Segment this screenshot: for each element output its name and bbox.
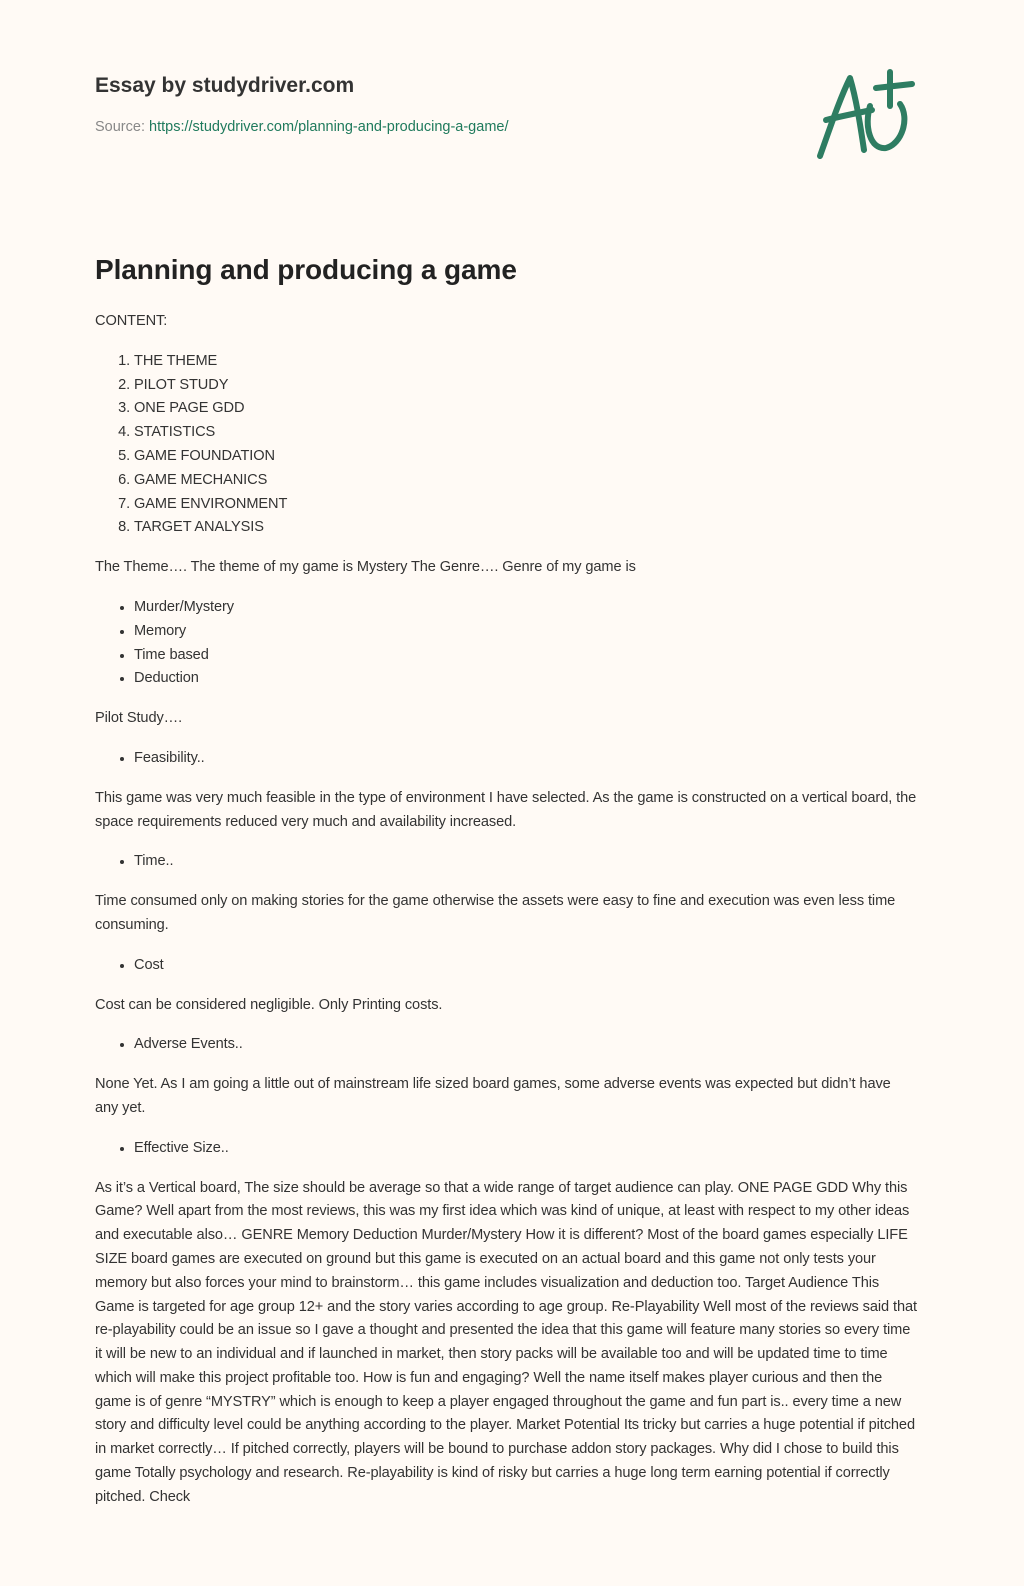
list-item: • Deduction [134,667,917,691]
paragraph: None Yet. As I am going a little out of mainstream life sized board games, some adverse events was expected but didn’t have any yet. [95,1076,891,1116]
list-item: • Effective Size.. [134,1137,917,1161]
paragraph: The Theme…. The theme of my game is Mystery The Genre…. Genre of my game is [95,559,636,576]
source-link[interactable]: https://studydriver.com/planning-and-producing-a-game/ [149,119,509,135]
source-label: Source: [95,119,145,135]
paragraph: Pilot Study…. [95,710,183,727]
list-item: 4. STATISTICS [134,421,917,445]
paragraph: Cost can be considered negligible. Only Printing costs. [95,996,443,1013]
source-line [95,119,925,135]
paragraph: This game was very much feasible in the type of environment I have selected. As the game is constructed on a vertical board, the space requirements reduced very much and availability increased. [95,789,917,830]
list-item: 5. GAME FOUNDATION [134,445,917,469]
list-item: • Time based [134,644,917,668]
bullet-list [95,1033,917,1057]
list-item: • Feasibility.. [134,747,917,771]
list-item: • Time.. [134,850,917,874]
list-item: • Memory [134,620,917,644]
a-plus-logo-icon [812,68,917,164]
site-title: Essay by studydriver.com [95,74,355,97]
list-item: 6. GAME MECHANICS [134,469,917,493]
list-item: • Adverse Events.. [134,1033,917,1057]
list-item: 2. PILOT STUDY [134,374,917,398]
list-item: 3. ONE PAGE GDD [134,397,917,421]
list-item: • Cost [134,954,917,978]
contents-list [95,350,917,540]
list-item: 7. GAME ENVIRONMENT [134,493,917,517]
paragraph: Time consumed only on making stories for the game otherwise the assets were easy to fine and execution was even less time consuming. [95,893,896,933]
paragraph: As it’s a Vertical board, The size should be average so that a wide range of target audience can play. ONE PAGE GDD Why this Game? Well apart from the most reviews, this was my first idea which was kind of unique, at least with respect to my other ideas and executable also… GENRE Memory Deduction Murder/Mystery How it is different? Most of the board games especially LIFE SIZE board games are executed on ground but this game is executed on an actual board and this game not only tests your memory but also forces your mind to brainstorm… this game includes visualization and deduction too. Target Audience This Game is targeted for age group 12+ and the story varies according to age group. Re-Playability Well most of the reviews said that re-playability could be an issue so I gave a thought and presented the idea that this game will feature many stories so every time it will be new to an individual and if launched in market, then story packs will be available too and will be updated time to time which will make this project profitable too. How is fun and engaging? Well the name itself makes player curious and then the game is of genre “MYSTRY” which is enough to keep a player engaged throughout the game and fun part is.. every time a new story and difficulty level could be anything according to the player. Market Potential Its tricky but carries a huge potential if pitched in market correctly… If pitched correctly, players will be bound to purchase addon story packages. Why did I chose to build this game Totally psychology and research. Re-playability is kind of risky but carries a huge long term earning potential if correctly pitched. Check [95,1179,917,1505]
genre-list [95,596,917,691]
list-item: • Murder/Mystery [134,596,917,620]
bullet-list [95,1137,917,1161]
list-item: 8. TARGET ANALYSIS [134,516,917,540]
list-item: 1. THE THEME [134,350,917,374]
bullet-list [95,954,917,978]
essay-title: Planning and producing a game [95,254,517,285]
page-header [95,74,925,135]
bullet-list [95,850,917,874]
bullet-list [95,747,917,771]
essay-body [95,252,917,1526]
content-label: CONTENT: [95,313,168,329]
